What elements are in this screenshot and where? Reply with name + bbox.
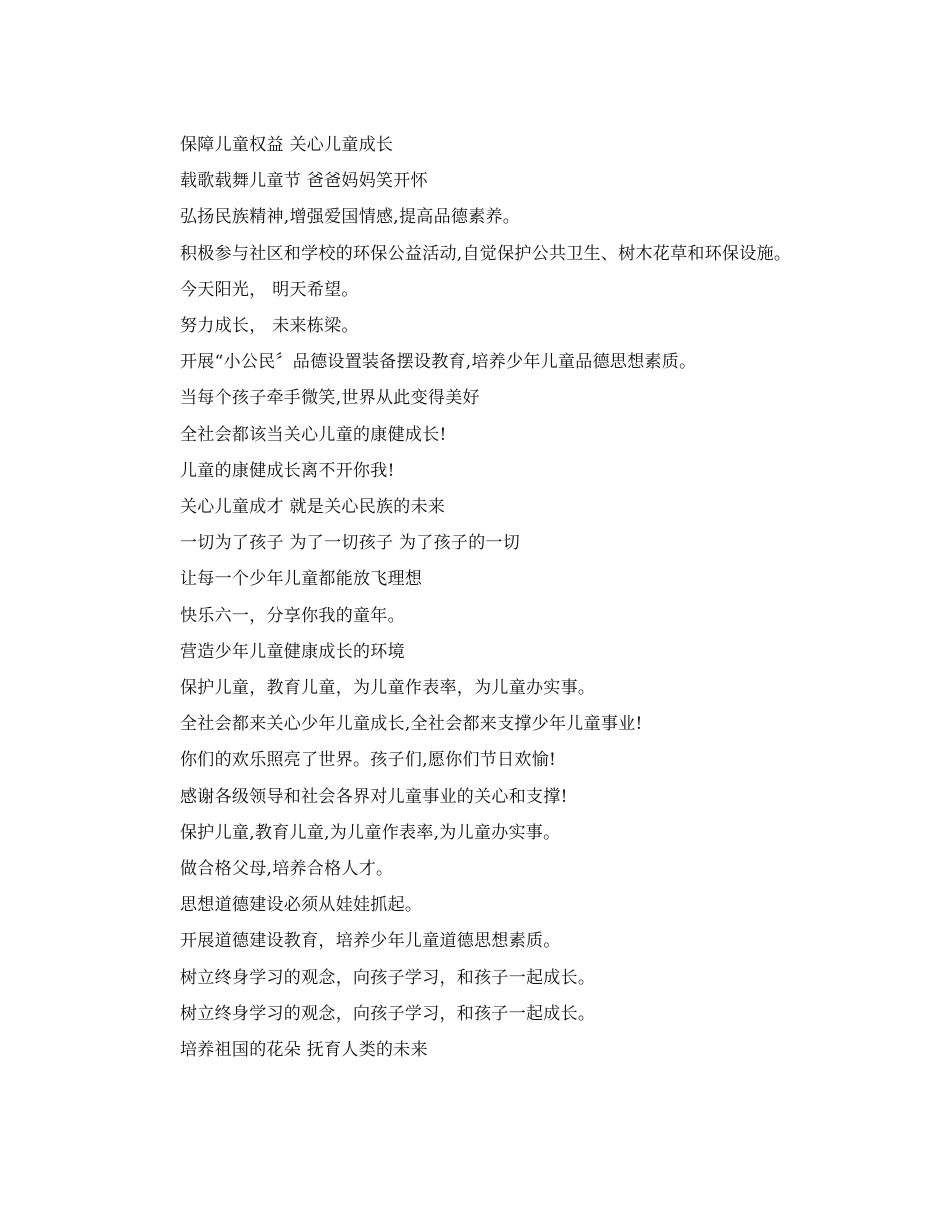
paragraph-14: 快乐六一，分享你我的童年。 [180,605,405,626]
paragraph-13: 让每一个少年儿童都能放飞理想 [180,569,423,590]
paragraph-20: 保护儿童,教育儿童,为儿童作表率,为儿童办实事。 [180,822,561,843]
paragraph-24: 树立终身学习的观念，向孩子学习，和孩子一起成长。 [180,967,596,988]
paragraph-4: 积极参与社区和学校的环保公益活动,自觉保护公共卫生、树木花草和环保设施。 [180,243,792,264]
paragraph-22: 思想道德建设必须从娃娃抓起。 [180,895,423,916]
paragraph-8: 当每个孩子牵手微笑,世界从此变得美好 [180,388,480,409]
paragraph-2: 载歌载舞儿童节 爸爸妈妈笑开怀 [180,171,428,192]
paragraph-18: 你们的欢乐照亮了世界。孩子们,愿你们节日欢愉! [180,750,557,771]
paragraph-17: 全社会都来关心少年儿童成长,全社会都来支撑少年儿童事业! [180,714,643,735]
paragraph-5: 今天阳光， 明天希望。 [180,279,359,300]
paragraph-15: 营造少年儿童健康成长的环境 [180,641,405,662]
paragraph-12: 一切为了孩子 为了一切孩子 为了孩子的一切 [180,533,521,554]
paragraph-11: 关心儿童成才 就是关心民族的未来 [180,497,446,518]
paragraph-7: 开展“小公民〞品德设置装备摆设教育,培养少年儿童品德思想素质。 [180,352,697,373]
paragraph-3: 弘扬民族精神,增强爱国情感,提高品德素养。 [180,207,521,228]
paragraph-21: 做合格父母,培养合格人才。 [180,859,394,880]
paragraph-25: 树立终身学习的观念，向孩子学习，和孩子一起成长。 [180,1003,596,1024]
paragraph-9: 全社会都该当关心儿童的康健成长! [180,424,447,445]
document-body [146,127,796,1068]
paragraph-23: 开展道德建设教育，培养少年儿童道德思想素质。 [180,931,561,952]
paragraph-1: 保障儿童权益 关心儿童成长 [180,135,394,155]
paragraph-6: 努力成长， 未来栋梁。 [180,316,359,337]
paragraph-19: 感谢各级领导和社会各界对儿童事业的关心和支撑! [180,786,568,807]
paragraph-26: 培养祖国的花朵 抚育人类的未来 [180,1040,428,1061]
paragraph-10: 儿童的康健成长离不开你我! [180,460,395,481]
paragraph-16: 保护儿童，教育儿童，为儿童作表率，为儿童办实事。 [180,678,596,699]
